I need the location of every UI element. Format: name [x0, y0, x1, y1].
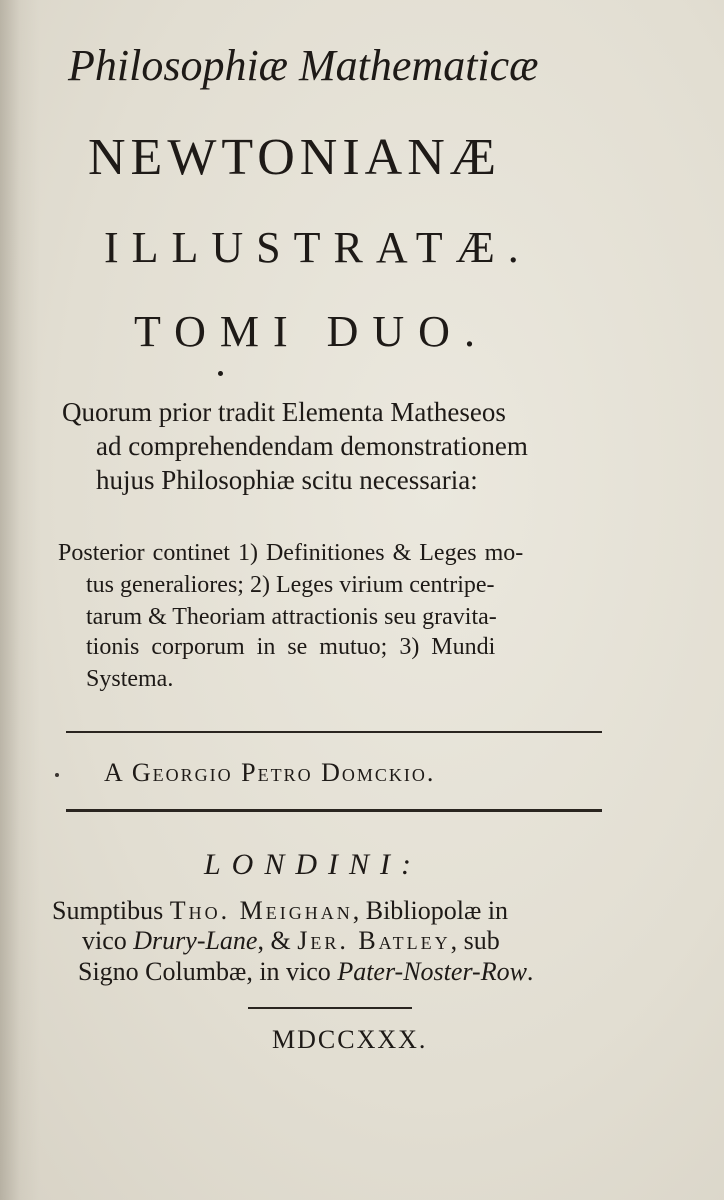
- publication-year: MDCCXXX.: [272, 1025, 428, 1054]
- imprint-line: [82, 926, 500, 956]
- divider-rule: [66, 809, 602, 812]
- divider-rule: [66, 731, 602, 733]
- title-line-1: Philosophiæ Mathematicæ: [68, 41, 539, 90]
- publisher-name: Tho. Meighan: [169, 896, 353, 925]
- title-line-4: TOMI DUO.: [134, 307, 489, 356]
- contents-line: tarum & Theoriam attractionis seu gravita-: [86, 604, 497, 630]
- publisher-name: Jer. Batley: [297, 926, 451, 955]
- contents-line: tus generaliores; 2) Leges virium centripe-: [86, 572, 495, 598]
- imprint-text: .: [526, 957, 534, 986]
- description-line: hujus Philosophiæ scitu necessaria:: [96, 465, 478, 495]
- ink-dot: [218, 371, 223, 376]
- imprint-city: LONDINI:: [204, 848, 423, 881]
- contents-line: Posterior continet 1) Definitiones & Leges mo-: [58, 540, 524, 566]
- contents-line: tionis corporum in se mutuo; 3) Mundi: [86, 634, 496, 660]
- street-name: Drury-Lane: [133, 926, 258, 955]
- imprint-text: Signo Columbæ, in vico: [78, 957, 338, 986]
- contents-line: Systema.: [86, 666, 174, 692]
- description-line: ad comprehendendam demonstrationem: [96, 431, 528, 461]
- title-line-3: ILLUSTRATÆ.: [104, 223, 532, 272]
- street-name: Pater-Noster-Row: [337, 957, 527, 986]
- imprint-text: , &: [257, 926, 298, 955]
- imprint-text: , sub: [450, 926, 500, 955]
- imprint-line: [78, 957, 533, 987]
- divider-rule: [248, 1007, 412, 1009]
- description-line: Quorum prior tradit Elementa Matheseos: [62, 397, 506, 427]
- imprint-text: vico: [82, 926, 134, 955]
- imprint-line: [52, 896, 508, 926]
- author-line: A Georgio Petro Domckio.: [104, 758, 436, 787]
- imprint-text: Sumptibus: [52, 896, 170, 925]
- imprint-text: , Bibliopolæ in: [352, 896, 509, 925]
- title-line-2: NEWTONIANÆ: [88, 129, 501, 186]
- ink-dot: [55, 773, 59, 777]
